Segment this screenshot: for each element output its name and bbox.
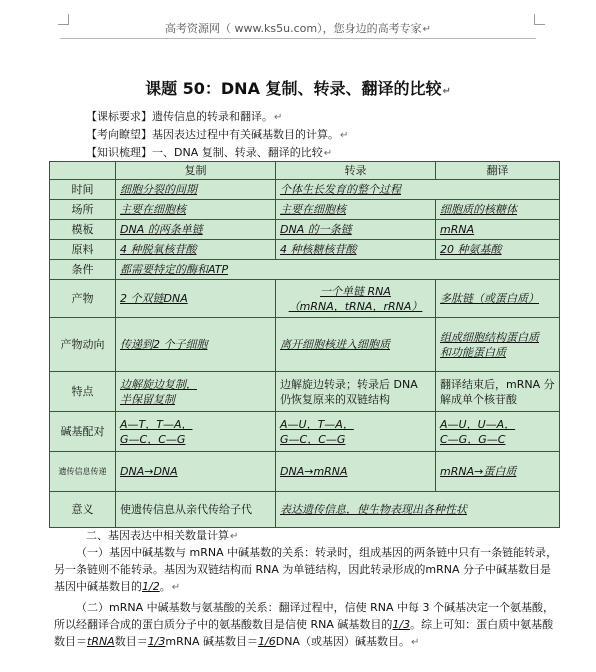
row-label: 意义	[50, 492, 116, 528]
table-cell: A—U，T—A， G—C，C—G	[276, 412, 436, 452]
page-header	[60, 20, 536, 36]
table-row	[50, 260, 560, 280]
table-cell: mRNA	[436, 220, 560, 240]
row-label: 条件	[50, 260, 116, 280]
row-label: 原料	[50, 240, 116, 260]
table-header-cell: 翻译	[436, 162, 560, 180]
table-header-cell	[50, 162, 116, 180]
table-header-row	[50, 162, 560, 180]
paragraph-mark-icon: ↵	[171, 582, 181, 593]
table-cell: DNA 的两条单链	[116, 220, 276, 240]
answer-blank: 1/6	[258, 635, 276, 648]
table-cell: DNA→DNA	[116, 452, 276, 492]
table-cell: 2 个双链DNA	[116, 280, 276, 318]
table-cell: 使遗传信息从亲代传给子代	[116, 492, 276, 528]
table-row	[50, 180, 560, 200]
table-cell: 细胞分裂的间期	[116, 180, 276, 200]
table-header-cell: 转录	[276, 162, 436, 180]
table-cell: 主要在细胞核	[116, 200, 276, 220]
paragraph-mark-icon: ↵	[274, 112, 283, 123]
header-text: 高考资源网（ www.ks5u.com），您身边的高考专家	[165, 22, 422, 35]
answer-blank: 1/3	[392, 618, 411, 631]
table-cell: 边解旋边转录；转录后 DNA 仍恢复原来的双链结构	[276, 372, 436, 412]
table-cell: A—T，T—A， G—C，C—G	[116, 412, 276, 452]
table-row	[50, 372, 560, 412]
row-label: 产物	[50, 280, 116, 318]
table-cell: 4 种脱氧核苷酸	[116, 240, 276, 260]
table-row	[50, 452, 560, 492]
table-cell: 多肽链（或蛋白质）	[436, 280, 560, 318]
header-rule	[60, 38, 536, 39]
paragraph-mark-icon: ↵	[442, 86, 451, 97]
row-label: 时间	[50, 180, 116, 200]
table-cell: DNA 的一条链	[276, 220, 436, 240]
intro-line-knowledge: 【知识梳理】一、DNA 复制、转录、翻译的比较↵	[86, 146, 333, 159]
paragraph-mark-icon: ↵	[410, 637, 420, 648]
table-cell: 表达遗传信息，使生物表现出各种性状	[276, 492, 560, 528]
paragraph-mark-icon: ↵	[230, 531, 239, 542]
paragraph-2: （二）mRNA 中碱基数与氨基酸的关系：翻译过程中，信使 RNA 中每 3 个碱基决定一个氨基酸，所以经翻译合成的蛋白质分子中的氨基酸数目是信使 RNA 碱基数目的1/3。综上可知：蛋白质中氨基酸数目＝tRNA数目＝1/3mRNA 碱基数目＝1/6DNA（或基因）碱基数目。↵	[54, 601, 554, 648]
table-cell: 20 种氨基酸	[436, 240, 560, 260]
row-label: 遗传信息传递	[50, 452, 116, 492]
answer-blank: tRNA	[87, 635, 115, 648]
paragraph-1: （一）基因中碱基数与 mRNA 中碱基数的关系：转录时，组成基因的两条链中只有一条链能转录，另一条链则不能转录。基因为双链结构而 RNA 为单链结构，因此转录形成的mRNA 分子中碱基数目是基因中碱基数目的1/2。↵	[54, 546, 558, 593]
table-cell: 都需要特定的酶和ATP	[116, 260, 560, 280]
document-title: 课题 50：DNA 复制、转录、翻译的比较↵	[145, 79, 451, 98]
table-row	[50, 412, 560, 452]
table-row	[50, 492, 560, 528]
table-header-cell: 复制	[116, 162, 276, 180]
table-cell: 一个单链 RNA （mRNA，tRNA，rRNA）	[276, 280, 436, 318]
table-cell: 细胞质的核糖体	[436, 200, 560, 220]
table-cell: DNA→mRNA	[276, 452, 436, 492]
answer-blank: 1/2	[142, 580, 160, 593]
table-cell: 离开细胞核进入细胞质	[276, 318, 436, 372]
table-cell: A—U，U—A， C—G，G—C	[436, 412, 560, 452]
table-row	[50, 220, 560, 240]
row-label: 场所	[50, 200, 116, 220]
table-row	[50, 318, 560, 372]
intro-line-outlook: 【考向瞭望】基因表达过程中有关碱基数目的计算。↵	[86, 128, 349, 141]
table-cell: 边解旋边复制， 半保留复制	[116, 372, 276, 412]
paragraph-mark-icon: ↵	[340, 130, 349, 141]
row-label: 模板	[50, 220, 116, 240]
row-label: 产物动向	[50, 318, 116, 372]
table-row	[50, 280, 560, 318]
intro-line-standards: 【课标要求】遗传信息的转录和翻译。↵	[86, 110, 283, 123]
table-cell: 组成细胞结构蛋白质 和功能蛋白质	[436, 318, 560, 372]
answer-blank: 1/3	[147, 635, 166, 648]
paragraph-mark-icon: ↵	[422, 24, 431, 35]
table-cell: 个体生长发育的整个过程	[276, 180, 560, 200]
table-cell: 翻译结束后，mRNA 分解成单个核苷酸	[436, 372, 560, 412]
row-label: 特点	[50, 372, 116, 412]
table-cell: 4 种核糖核苷酸	[276, 240, 436, 260]
comparison-table	[49, 161, 560, 528]
paragraph-mark-icon: ↵	[323, 148, 333, 159]
table-cell: 传递到2 个子细胞	[116, 318, 276, 372]
table-row	[50, 240, 560, 260]
table-cell: 主要在细胞核	[276, 200, 436, 220]
row-label: 碱基配对	[50, 412, 116, 452]
section2-heading: 二、基因表达中相关数量计算↵	[86, 529, 239, 542]
table-row	[50, 200, 560, 220]
table-cell: mRNA→蛋白质	[436, 452, 560, 492]
